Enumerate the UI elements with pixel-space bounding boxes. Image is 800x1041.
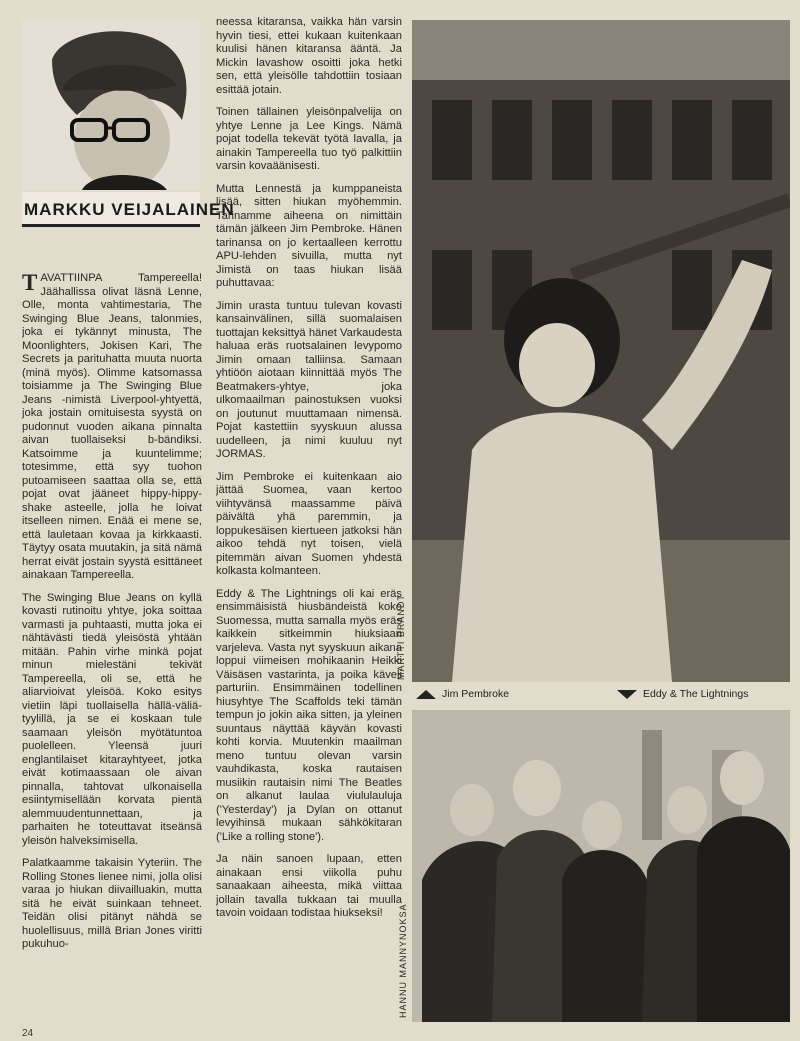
- paragraph-4: neessa kitaransa, vaikka hän varsin hyvin tiesi, ettei kukaan kuitenkaan kuulisi hänen kitaransa ääntä. Ja Mickin lavashow osoitti joka hetki sen, että yleisölle tahdottiin tosiaan esittää jotain.: [216, 16, 402, 96]
- paragraph-9: Eddy & The Lightnings oli kai eräs ensimmäisistä hiusbändeistä koko Suomessa, mutta samalla myös eräs kaikkein sitkeimmin hiuksiaan varjeleva. Vasta nyt syyskuun aikana loppui viimeisen mohikaanin Heikki Väisäsen vastarinta, ja poika käveli parturiin. Ensimmäinen todellinen hiusyhtye The Scaffolds teki tämän tempun jo jokin aika sitten, ja yleinen suuntaus näyttää käyvän kovasti kohti korvia. Muutenkin maailman meno tuntuu olevan varsin vauhdikasta, koska rautaisen musiikin rautaisin nimi The Beatles on alkanut laulaa viululauluja ('Yesterday') ja Dylan on ottanut levyihinsä mukaan sähkökitaran ('Like a rolling stone').: [216, 587, 402, 843]
- drop-cap: T: [22, 272, 38, 295]
- paragraph-6: Mutta Lennestä ja kumppaneista lisää, sitten hiukan myöhemmin. Tarinamme aiheena on nimittäin tämän jälkeen Jim Pembroke. Hänen tarinansa on jo kertaalleen kerrottu APU-lehden sivuilla, mutta nyt Jimistä on taas hiukan lisää puhuttavaa:: [216, 182, 402, 289]
- arrow-up-icon: [416, 690, 436, 699]
- paragraph-1: TAVATTIINPA Tampereella! Jäähallissa olivat läsnä Lenne, Olle, monta vahtimestaria, The Swinging Blue Jeans, talonmies, joka ei tykännyt minusta, The Moonlighters, Jokisen Kari, The Secrets ja parituhatta muuta nuorta (minä myös). Olimme katsomassa toisiamme ja The Swinging Blue Jeans -nimistä Liverpool-yhtyettä, joka jostain omituisesta syystä on pudonnut vuoden aikana pinnalta aivan tuollaiseksi b-bändiksi. Katsoimme ja kuuntelimme; totesimme, että syy tuohon putoamiseen saattaa olla se, että pojat ovat jääneet hippy-hippy-shake asteelle, jolla he loivat itselleen nimen. Enää ei mene se, että lauletaan kovaa ja kirkkaasti. Täytyy osata muutakin, ja sitä nämä herrat eivät jostain syystä esittäneet ainakaan Tampereella.: [22, 272, 202, 581]
- author-portrait-photo: [22, 20, 200, 190]
- photo1-illustration: [412, 20, 790, 682]
- paragraph-7: Jimin urasta tuntuu tulevan kovasti kansainvälinen, sillä suomalaisen tuottajan keksittyä hänet Varkaudesta haluaa eräs ruotsalainen levypomo Jimin omaan talliinsa. Samaan yhtiöön aiotaan kiinnittää myös The Beatmakers-yhtye, joka ulkomaailman painostuksen vuoksi on joutunut muuttamaan nimensä. Pojat kastettiin syyskuun alussa uudelleen, ja nimi kuuluu nyt JORMAS.: [216, 299, 402, 460]
- photo2-illustration: [412, 710, 790, 1022]
- paragraph-5: Toinen tällainen yleisönpalvelija on yhtye Lenne ja Lee Kings. Nämä pojat todella tekevät työtä lavalla, ja ainakin Tampereella tuo työ palkittiin varsin kovaäänisesti.: [216, 106, 402, 172]
- paragraph-10: Ja näin sanoen lupaan, etten ainakaan ensi viikolla puhu sanaakaan aiheesta, mikä viittaa jollain tavalla tukkaan tai muulla tavoin voidaan todistaa hiukseksi!: [216, 853, 402, 919]
- author-name: MARKKU VEIJALAINEN: [24, 200, 235, 219]
- photo-captions: [412, 684, 790, 706]
- portrait-illustration: [22, 20, 200, 190]
- arrow-down-icon: [617, 690, 637, 699]
- photo2-credit: HANNU MANNYNOKSA: [398, 903, 408, 1018]
- author-byline: [22, 192, 235, 227]
- jim-pembroke-photo: [412, 20, 790, 682]
- paragraph-8: Jim Pembroke ei kuitenkaan aio jättää Suomea, vaan kertoo viihtyvänsä maassamme päivä päivältä yhä paremmin, ja loppukesäisen kiertueen jatkoksi hän aikoo tehdä nyt toisen, vielä pitemmän aivan Suomen yhdestä kolkasta kolmanteen.: [216, 470, 402, 577]
- caption-jim-pembroke: Jim Pembroke: [416, 688, 509, 700]
- eddy-lightnings-photo: [412, 710, 790, 1022]
- paragraph-2: The Swinging Blue Jeans on kyllä kovasti rutinoitu yhtye, joka soittaa varmasti ja puhtaasti, mutta joka ei nähtävästi tiedä yleisöstä yhtään mitään. Pahin virhe minkä pojat minun mielestäni tekivät Tampereella, oli se, että he aliarvioivat yleisöä. Koko esitys vietiin läpi tuollaisella hällä-väliä-tyylillä, ja se ei koskaan tule saamaan yleisön myötätuntoa puolelleen. Yleensä juuri englantilaiset kitarayhtyeet, jotka eivät kotimaassaan ole aivan pinnalla, tahtovat ulkonaisella esiintymisellään korvata pientä alemmuudentunnettaan, ja parhaiten he toteuttavat itseänsä yleisön halveksimisella.: [22, 591, 202, 847]
- article-column-2: [216, 16, 402, 1036]
- page-number: 24: [22, 1028, 34, 1039]
- article-column-1: [22, 272, 202, 1032]
- paragraph-3: Palatkaamme takaisin Yyteriin. The Rolling Stones lienee nimi, jolla olisi varaa jo hiukan diivailluakin, mutta sitä he eivät suinkaan tehneet. Teidän olisi pitänyt nähdä se huolellisuus, millä Brian Jones viritti pukuhuo-: [22, 857, 202, 950]
- photo1-credit: MARTTI BRANDT: [396, 594, 406, 680]
- caption-eddy-lightnings: Eddy & The Lightnings: [617, 688, 748, 700]
